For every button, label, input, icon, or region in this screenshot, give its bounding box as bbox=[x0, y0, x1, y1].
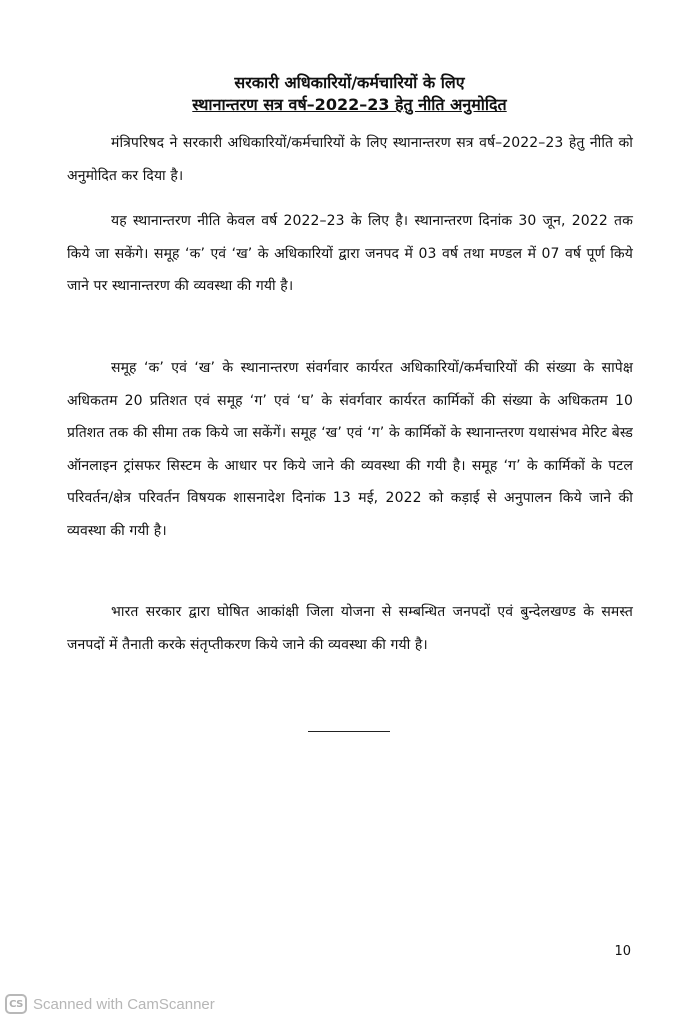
paragraph-1: मंत्रिपरिषद ने सरकारी अधिकारियों/कर्मचारियों के लिए स्थानान्तरण सत्र वर्ष–2022–23 हेतु नीति को अनुमोदित कर दिया है। bbox=[67, 135, 633, 184]
watermark-text: Scanned with CamScanner bbox=[33, 995, 215, 1013]
closing-rule bbox=[308, 731, 390, 732]
paragraph-2: यह स्थानान्तरण नीति केवल वर्ष 2022–23 के लिए है। स्थानान्तरण दिनांक 30 जून, 2022 तक किये जा सकेंगे। समूह ‘क’ एवं ‘ख’ के अधिकारियों द्वारा जनपद में 03 वर्ष तथा मण्डल में 07 वर्ष पूर्ण किये जाने पर स्थानान्तरण की व्यवस्था की गयी है। bbox=[67, 213, 633, 294]
camscanner-watermark bbox=[5, 993, 215, 1015]
document-title-line2: स्थानान्तरण सत्र वर्ष–2022–23 हेतु नीति अनुमोदित bbox=[192, 95, 507, 114]
paragraph-4: भारत सरकार द्वारा घोषित आकांक्षी जिला योजना से सम्बन्धित जनपदों एवं बुन्देलखण्ड के समस्त जनपदों में तैनाती करके संतृप्तीकरण किये जाने की व्यवस्था की गयी है। bbox=[67, 604, 633, 653]
page-number: 10 bbox=[614, 944, 631, 959]
camscanner-logo-icon: CS bbox=[5, 994, 27, 1014]
document-title-line1: सरकारी अधिकारियों/कर्मचारियों के लिए bbox=[234, 73, 465, 92]
paragraph-3: समूह ‘क’ एवं ‘ख’ के स्थानान्तरण संवर्गवार कार्यरत अधिकारियों/कर्मचारियों की संख्या के सापेक्ष अधिकतम 20 प्रतिशत एवं समूह ‘ग’ एवं ‘घ’ के संवर्गवार कार्यरत कार्मिकों की संख्या के अधिकतम 10 प्रतिशत तक की सीमा तक किये जा सकेंगें। समूह ‘ख’ एवं ‘ग’ के कार्मिकों के स्थानान्तरण यथासंभव मेरिट बेस्ड ऑनलाइन ट्रांसफर सिस्टम के आधार पर किये जाने की व्यवस्था की गयी है। समूह ‘ग’ के कार्मिकों के पटल परिवर्तन/क्षेत्र परिवर्तन विषयक शासनादेश दिनांक 13 मई, 2022 को कड़ाई से अनुपालन किये जाने की व्यवस्था की गयी है। bbox=[67, 360, 633, 539]
